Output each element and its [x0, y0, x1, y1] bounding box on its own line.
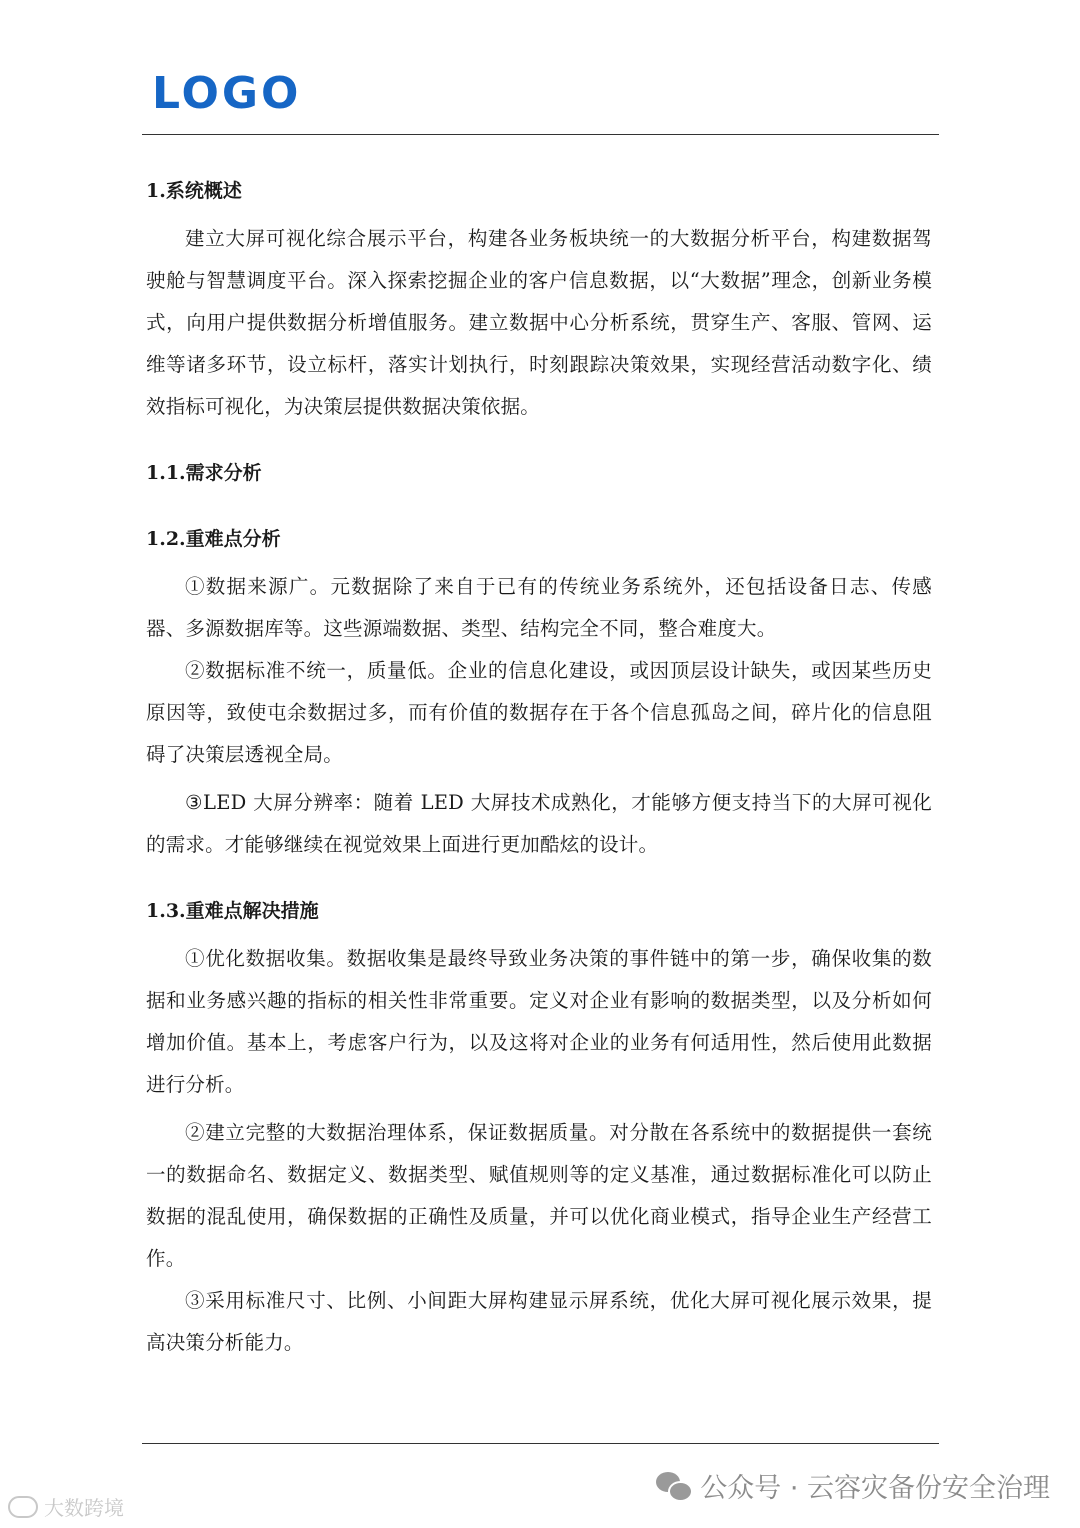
left-watermark	[8, 1492, 124, 1521]
section-1-2-item-3: ③LED 大屏分辨率：随着 LED 大屏技术成熟化，才能够方便支持当下的大屏可视化的需求。才能够继续在视觉效果上面进行更加酷炫的设计。	[146, 791, 932, 856]
section-1-3-item-3: ③采用标准尺寸、比例、小间距大屏构建显示屏系统，优化大屏可视化展示效果，提高决策分析能力。	[146, 1289, 932, 1354]
wechat-icon	[656, 1472, 690, 1500]
header-divider	[142, 134, 939, 135]
footer-divider	[142, 1443, 939, 1444]
right-watermark	[656, 1466, 1050, 1505]
left-watermark-text: 大数跨境	[44, 1496, 124, 1520]
right-watermark-text: 公众号 · 云容灾备份安全治理	[700, 1473, 1050, 1504]
section-1-3-item-1: ①优化数据收集。数据收集是最终导致业务决策的事件链中的第一步，确保收集的数据和业务感兴趣的指标的相关性非常重要。定义对企业有影响的数据类型，以及分析如何增加价值。基本上，考虑客户行为，以及这将对企业的业务有何适用性，然后使用此数据进行分析。	[146, 947, 932, 1096]
section-1-3-item-2: ②建立完整的大数据治理体系，保证数据质量。对分散在各系统中的数据提供一套统一的数据命名、数据定义、数据类型、赋值规则等的定义基准，通过数据标准化可以防止数据的混乱使用，确保数据的正确性及质量，并可以优化商业模式，指导企业生产经营工作。	[146, 1121, 932, 1270]
document-body	[146, 170, 932, 1364]
watermark-logo-icon	[8, 1496, 38, 1518]
logo: LOGO	[152, 68, 302, 119]
section-1-2-item-2: ②数据标准不统一，质量低。企业的信息化建设，或因顶层设计缺失，或因某些历史原因等，致使屯余数据过多，而有价值的数据存在于各个信息孤岛之间，碎片化的信息阻碍了决策层透视全局。	[146, 659, 932, 766]
section-1-3-title: 1.3.重难点解决措施	[146, 900, 319, 922]
section-1-paragraph: 建立大屏可视化综合展示平台，构建各业务板块统一的大数据分析平台，构建数据驾驶舱与智慧调度平台。深入探索挖掘企业的客户信息数据，以“大数据”理念，创新业务模式，向用户提供数据分析增值服务。建立数据中心分析系统，贯穿生产、客服、管网、运维等诸多环节，设立标杆，落实计划执行，时刻跟踪决策效果，实现经营活动数字化、绩效指标可视化，为决策层提供数据决策依据。	[146, 227, 932, 418]
section-1-2-item-1: ①数据来源广。元数据除了来自于已有的传统业务系统外，还包括设备日志、传感器、多源数据库等。这些源端数据、类型、结构完全不同，整合难度大。	[146, 575, 932, 640]
section-1-title: 1.系统概述	[146, 180, 242, 202]
section-1-2-title: 1.2.重难点分析	[146, 528, 281, 550]
section-1-1-title: 1.1.需求分析	[146, 462, 262, 484]
